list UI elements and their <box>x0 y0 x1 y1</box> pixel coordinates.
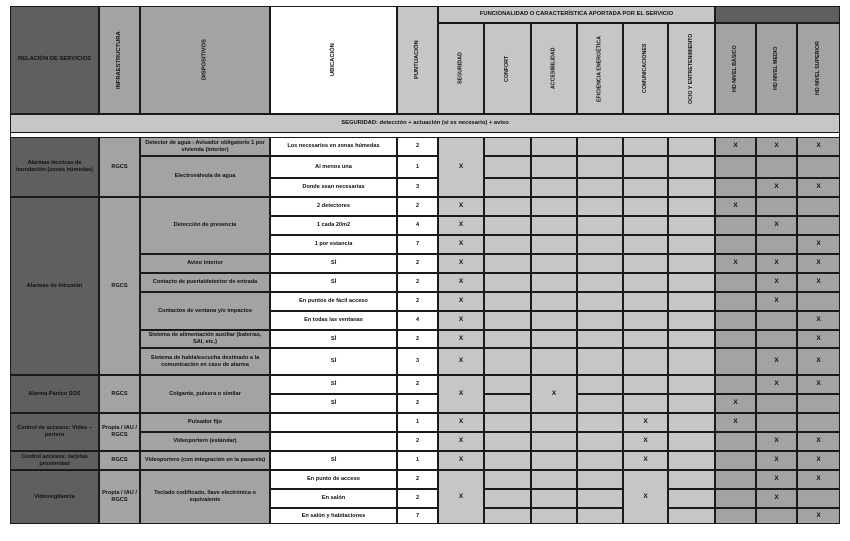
func-mark-efi <box>577 375 623 394</box>
section-title: SEGURIDAD: detección + actuación (si es necesario) + aviso <box>10 114 840 133</box>
puntuacion-cell: 1 <box>397 413 438 432</box>
level-mark-medio: X <box>756 292 797 311</box>
level-mark-basico <box>715 348 756 375</box>
func-mark-conf <box>484 432 531 451</box>
func-mark-ocio <box>668 235 715 254</box>
func-mark-ocio <box>668 432 715 451</box>
level-mark-medio <box>756 235 797 254</box>
func-mark-efi <box>577 413 623 432</box>
puntuacion-cell: 2 <box>397 273 438 292</box>
level-mark-medio <box>756 394 797 413</box>
func-mark-acc <box>531 330 577 348</box>
header-func-seguridad: SEGURIDAD <box>438 23 484 114</box>
func-mark-conf <box>484 311 531 330</box>
func-mark-ocio <box>668 330 715 348</box>
func-mark-efi <box>577 216 623 235</box>
func-mark-seg: X <box>438 197 484 216</box>
service-infra: RGCS <box>99 451 140 470</box>
level-mark-medio: X <box>756 216 797 235</box>
ubicacion-cell: SÍ <box>270 254 397 273</box>
level-mark-basico <box>715 216 756 235</box>
level-mark-basico <box>715 508 756 524</box>
func-mark-seg: X <box>438 292 484 311</box>
ubicacion-cell <box>270 432 397 451</box>
func-mark-com <box>623 178 668 197</box>
func-mark-seg: X <box>438 235 484 254</box>
func-mark-conf <box>484 137 531 156</box>
func-mark-ocio <box>668 375 715 394</box>
ubicacion-cell: SÍ <box>270 330 397 348</box>
device-name: Electroválvula de agua <box>140 156 270 197</box>
device-name: Videoportero (con integración en la pasarela) <box>140 451 270 470</box>
func-mark-seg: X <box>438 375 484 413</box>
func-mark-conf <box>484 508 531 524</box>
ubicacion-cell: SÍ <box>270 375 397 394</box>
level-mark-superior <box>797 197 840 216</box>
level-mark-medio: X <box>756 178 797 197</box>
service-name: Control accesos: tarjetas proximidad <box>10 451 99 470</box>
func-mark-conf <box>484 470 531 489</box>
func-mark-seg: X <box>438 330 484 348</box>
func-mark-com <box>623 235 668 254</box>
device-name: Contactos de ventana y/o impactos <box>140 292 270 330</box>
level-mark-medio <box>756 156 797 178</box>
func-mark-com <box>623 216 668 235</box>
level-mark-superior <box>797 489 840 508</box>
puntuacion-cell: 1 <box>397 156 438 178</box>
service-infra: RGCS <box>99 197 140 375</box>
func-mark-seg: X <box>438 137 484 197</box>
func-mark-acc <box>531 451 577 470</box>
func-mark-acc <box>531 311 577 330</box>
func-mark-efi <box>577 292 623 311</box>
service-name: Alarmas de Intrusión <box>10 197 99 375</box>
func-mark-com <box>623 375 668 394</box>
func-mark-seg: X <box>438 348 484 375</box>
func-mark-conf <box>484 394 531 413</box>
func-mark-com <box>623 197 668 216</box>
func-mark-efi <box>577 394 623 413</box>
level-mark-medio: X <box>756 470 797 489</box>
puntuacion-cell: 2 <box>397 292 438 311</box>
func-mark-acc <box>531 235 577 254</box>
func-mark-efi <box>577 156 623 178</box>
ubicacion-cell: 1 por estancia <box>270 235 397 254</box>
puntuacion-cell: 2 <box>397 197 438 216</box>
func-mark-com <box>623 330 668 348</box>
func-mark-efi <box>577 451 623 470</box>
func-mark-com <box>623 273 668 292</box>
ubicacion-cell: Los necesarios en zonas húmedas <box>270 137 397 156</box>
level-mark-basico: X <box>715 254 756 273</box>
header-dispositivos: DISPOSITIVOS <box>140 6 270 114</box>
puntuacion-cell: 7 <box>397 235 438 254</box>
device-name: Detector de agua - Avisador obligatorio 1 por vivienda (interior) <box>140 137 270 156</box>
header-func-ocio: OCIO Y ENTRETENIMIENTO <box>668 23 715 114</box>
func-mark-ocio <box>668 394 715 413</box>
ubicacion-cell: SÍ <box>270 273 397 292</box>
header-func-eficiencia: EFICIENCIA ENERGÉTICA <box>577 23 623 114</box>
func-mark-seg: X <box>438 254 484 273</box>
puntuacion-cell: 4 <box>397 311 438 330</box>
func-mark-efi <box>577 508 623 524</box>
func-mark-conf <box>484 375 531 394</box>
header-level-basico: HD NIVEL BÁSICO <box>715 23 756 114</box>
level-mark-basico <box>715 451 756 470</box>
func-mark-acc <box>531 137 577 156</box>
func-mark-ocio <box>668 451 715 470</box>
func-mark-ocio <box>668 311 715 330</box>
func-mark-com: X <box>623 470 668 524</box>
level-mark-medio: X <box>756 348 797 375</box>
func-mark-ocio <box>668 156 715 178</box>
func-mark-com <box>623 311 668 330</box>
func-mark-efi <box>577 273 623 292</box>
level-mark-superior <box>797 216 840 235</box>
func-mark-ocio <box>668 489 715 508</box>
func-mark-acc: X <box>531 375 577 413</box>
ubicacion-cell <box>270 413 397 432</box>
level-mark-superior: X <box>797 178 840 197</box>
func-mark-conf <box>484 292 531 311</box>
level-mark-basico <box>715 292 756 311</box>
puntuacion-cell: 7 <box>397 508 438 524</box>
level-mark-superior <box>797 413 840 432</box>
header-level-superior: HD NIVEL SUPERIOR <box>797 23 840 114</box>
func-mark-acc <box>531 197 577 216</box>
level-mark-medio: X <box>756 273 797 292</box>
header-func-comunicaciones: COMUNICACIONES <box>623 23 668 114</box>
level-mark-superior: X <box>797 432 840 451</box>
func-mark-efi <box>577 470 623 489</box>
device-name: Aviso interior <box>140 254 270 273</box>
func-mark-efi <box>577 137 623 156</box>
func-mark-ocio <box>668 470 715 489</box>
level-mark-basico: X <box>715 197 756 216</box>
level-mark-superior: X <box>797 235 840 254</box>
func-mark-efi <box>577 311 623 330</box>
func-mark-com <box>623 254 668 273</box>
level-mark-basico: X <box>715 394 756 413</box>
level-mark-medio: X <box>756 489 797 508</box>
device-name: Sistema de habla/escucha destinado a la comunicación en caso de alarma <box>140 348 270 375</box>
level-mark-medio: X <box>756 254 797 273</box>
ubicacion-cell: Donde sean necesarias <box>270 178 397 197</box>
func-mark-com: X <box>623 413 668 432</box>
level-mark-basico <box>715 311 756 330</box>
func-mark-acc <box>531 348 577 375</box>
level-mark-basico <box>715 156 756 178</box>
func-mark-conf <box>484 273 531 292</box>
level-mark-superior: X <box>797 311 840 330</box>
func-mark-com <box>623 394 668 413</box>
level-mark-medio: X <box>756 137 797 156</box>
puntuacion-cell: 2 <box>397 432 438 451</box>
func-mark-efi <box>577 197 623 216</box>
level-mark-basico <box>715 273 756 292</box>
level-mark-superior: X <box>797 348 840 375</box>
func-mark-conf <box>484 178 531 197</box>
level-mark-medio: X <box>756 451 797 470</box>
level-mark-medio <box>756 197 797 216</box>
func-mark-efi <box>577 489 623 508</box>
level-mark-superior: X <box>797 375 840 394</box>
func-mark-conf <box>484 235 531 254</box>
level-mark-superior <box>797 292 840 311</box>
puntuacion-cell: 3 <box>397 348 438 375</box>
level-mark-medio: X <box>756 375 797 394</box>
func-mark-conf <box>484 451 531 470</box>
func-mark-conf <box>484 348 531 375</box>
puntuacion-cell: 3 <box>397 178 438 197</box>
func-mark-seg: X <box>438 470 484 524</box>
func-mark-seg: X <box>438 432 484 451</box>
func-mark-com: X <box>623 432 668 451</box>
func-mark-conf <box>484 197 531 216</box>
func-mark-acc <box>531 508 577 524</box>
ubicacion-cell: En puntos de fácil acceso <box>270 292 397 311</box>
header-ubicacion: UBICACIÓN <box>270 6 397 114</box>
ubicacion-cell: 2 detectores <box>270 197 397 216</box>
func-mark-com <box>623 348 668 375</box>
level-mark-superior: X <box>797 273 840 292</box>
puntuacion-cell: 2 <box>397 489 438 508</box>
header-level-medio: HD NIVEL MEDIO <box>756 23 797 114</box>
device-name: Colgante, pulsera o similar <box>140 375 270 413</box>
level-mark-medio <box>756 330 797 348</box>
ubicacion-cell: En punto de acceso <box>270 470 397 489</box>
ubicacion-cell: En salón <box>270 489 397 508</box>
level-mark-superior <box>797 156 840 178</box>
level-mark-basico: X <box>715 413 756 432</box>
ubicacion-cell: En salón y habitaciones <box>270 508 397 524</box>
func-mark-conf <box>484 489 531 508</box>
level-mark-superior: X <box>797 470 840 489</box>
level-mark-basico: X <box>715 137 756 156</box>
func-mark-com <box>623 292 668 311</box>
func-mark-seg: X <box>438 451 484 470</box>
func-mark-acc <box>531 432 577 451</box>
ubicacion-cell: SÍ <box>270 348 397 375</box>
func-mark-acc <box>531 216 577 235</box>
func-mark-ocio <box>668 216 715 235</box>
func-mark-ocio <box>668 292 715 311</box>
header-func-confort: CONFORT <box>484 23 531 114</box>
func-mark-com <box>623 137 668 156</box>
func-mark-acc <box>531 254 577 273</box>
func-mark-conf <box>484 330 531 348</box>
func-mark-ocio <box>668 137 715 156</box>
ubicacion-cell: Al menos una <box>270 156 397 178</box>
level-mark-basico <box>715 330 756 348</box>
level-mark-basico <box>715 432 756 451</box>
func-mark-acc <box>531 470 577 489</box>
ubicacion-cell: 1 cada 20m2 <box>270 216 397 235</box>
level-mark-basico <box>715 375 756 394</box>
level-mark-medio <box>756 311 797 330</box>
service-infra: Propia / IAU / RGCS <box>99 413 140 451</box>
func-mark-ocio <box>668 178 715 197</box>
func-mark-acc <box>531 178 577 197</box>
service-name: Videovigilancia <box>10 470 99 524</box>
ubicacion-cell: SÍ <box>270 394 397 413</box>
func-mark-efi <box>577 178 623 197</box>
puntuacion-cell: 2 <box>397 470 438 489</box>
service-name: Alarmas técnicas de inundación (zonas húmedas) <box>10 137 99 197</box>
func-mark-seg: X <box>438 413 484 432</box>
device-name: Sistema de alimentación auxiliar (baterías, SAI, etc.) <box>140 330 270 348</box>
service-name: Alarma Pánico SOS <box>10 375 99 413</box>
puntuacion-cell: 1 <box>397 451 438 470</box>
func-mark-conf <box>484 413 531 432</box>
puntuacion-cell: 2 <box>397 330 438 348</box>
func-mark-acc <box>531 273 577 292</box>
func-mark-efi <box>577 235 623 254</box>
func-mark-acc <box>531 292 577 311</box>
func-mark-efi <box>577 432 623 451</box>
func-mark-ocio <box>668 197 715 216</box>
level-mark-superior <box>797 394 840 413</box>
ubicacion-cell: En todas las ventanas <box>270 311 397 330</box>
func-mark-ocio <box>668 273 715 292</box>
func-mark-acc <box>531 156 577 178</box>
level-mark-basico <box>715 489 756 508</box>
func-mark-conf <box>484 216 531 235</box>
puntuacion-cell: 2 <box>397 375 438 394</box>
func-mark-ocio <box>668 413 715 432</box>
level-mark-superior: X <box>797 254 840 273</box>
func-mark-efi <box>577 254 623 273</box>
header-relacion: RELACIÓN DE SERVICIOS <box>10 6 99 114</box>
device-name: Detección de presencia <box>140 197 270 254</box>
level-mark-superior: X <box>797 137 840 156</box>
func-mark-conf <box>484 254 531 273</box>
func-mark-efi <box>577 330 623 348</box>
service-infra: RGCS <box>99 375 140 413</box>
header-puntuacion: PUNTUACIÓN <box>397 6 438 114</box>
func-mark-ocio <box>668 254 715 273</box>
puntuacion-cell: 2 <box>397 394 438 413</box>
level-mark-superior: X <box>797 451 840 470</box>
puntuacion-cell: 4 <box>397 216 438 235</box>
func-mark-acc <box>531 413 577 432</box>
puntuacion-cell: 2 <box>397 254 438 273</box>
func-mark-com <box>623 156 668 178</box>
func-mark-efi <box>577 348 623 375</box>
level-mark-basico <box>715 178 756 197</box>
level-mark-basico <box>715 235 756 254</box>
level-mark-superior: X <box>797 508 840 524</box>
level-mark-medio: X <box>756 432 797 451</box>
device-name: Videoportero (estándar) <box>140 432 270 451</box>
header-func-accesibilidad: ACCESIBILIDAD <box>531 23 577 114</box>
device-name: Pulsador fijo <box>140 413 270 432</box>
func-mark-seg: X <box>438 311 484 330</box>
level-mark-medio <box>756 508 797 524</box>
service-infra: RGCS <box>99 137 140 197</box>
level-mark-medio <box>756 413 797 432</box>
device-name: Teclado codificado, llave electrónica o equivalente <box>140 470 270 524</box>
func-mark-conf <box>484 156 531 178</box>
header-funcionalidad: FUNCIONALIDAD O CARACTERÍSTICA APORTADA POR EL SERVICIO <box>438 6 715 23</box>
func-mark-ocio <box>668 348 715 375</box>
service-infra: Propia / IAU / RGCS <box>99 470 140 524</box>
func-mark-acc <box>531 489 577 508</box>
func-mark-com: X <box>623 451 668 470</box>
level-mark-basico <box>715 470 756 489</box>
func-mark-seg: X <box>438 216 484 235</box>
ubicacion-cell: SÍ <box>270 451 397 470</box>
puntuacion-cell: 2 <box>397 137 438 156</box>
func-mark-ocio <box>668 508 715 524</box>
header-levels-top <box>715 6 840 23</box>
header-infraestructura: INFRAESTRUCTURA <box>99 6 140 114</box>
func-mark-seg: X <box>438 273 484 292</box>
device-name: Contacto de puerta/detector de entrada <box>140 273 270 292</box>
service-name: Control de accesos: Vídeo – portero <box>10 413 99 451</box>
level-mark-superior: X <box>797 330 840 348</box>
